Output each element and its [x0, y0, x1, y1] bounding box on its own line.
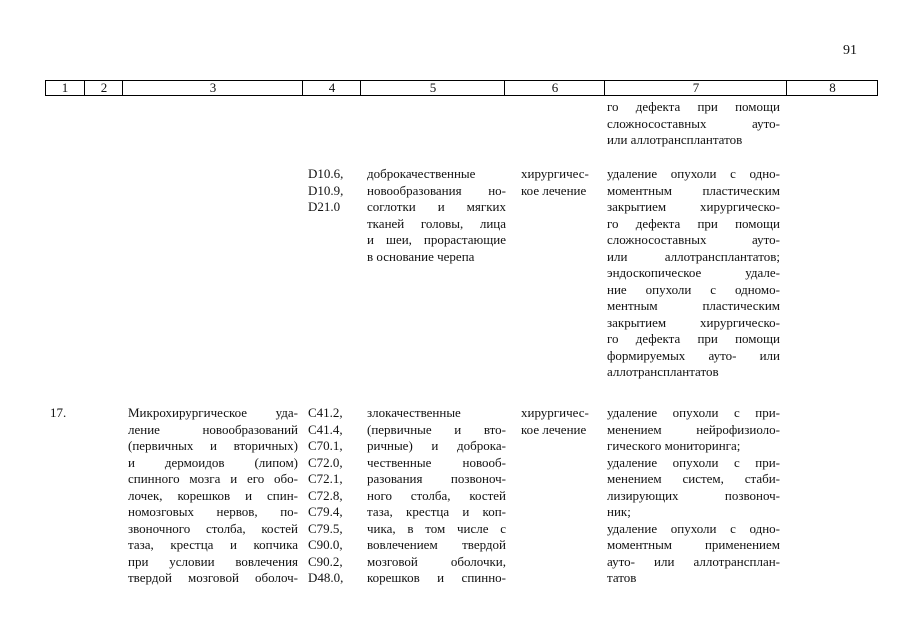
header-col-5: 5 [360, 81, 505, 95]
row-a-patient-model: доброкачественные новообразования но- соглотки и мягких тканей головы, лица и шеи, прорастающие в основание черепа [367, 166, 506, 264]
row-17-number: 17. [50, 405, 67, 420]
header-col-6: 6 [504, 81, 605, 95]
row-17-treatment-method: удаление опухоли с при- менением нейрофизиоло- гического мониторинга; удаление опухоли с при- менением систем, стаби- лизирующих позвоноч- ник; удаление опухоли с одно- моментным применением ауто- или аллотрансплан- татов [607, 405, 780, 585]
row-17-patient-model: злокачественные (первичные и вто- ричные) и доброка- чественные новооб- разования позвоноч- ного столба, костей таза, крестца и коп- чика, в том числе с вовлечением твердой мозговой оболочки, корешков и спинно- [367, 405, 506, 585]
page-number: 91 [843, 43, 857, 58]
row-17-care-type: Микрохирургическое уда- ление новообразований (первичных и вторичных) и дермоидов (липом) спинного мозга и его обо- лочек, корешков и спин- номозговых нервов, по- звоночного столба, костей таза, крестца и копчика при условии вовлечения твердой мозговой оболоч- [128, 405, 298, 585]
header-col-1: 1 [61, 80, 69, 95]
header-col-8: 8 [786, 81, 878, 95]
row-a-treatment-type: хирургичес- кое лечение [521, 166, 589, 198]
header-col-7: 7 [604, 81, 787, 95]
table-header-row [45, 80, 878, 96]
row-a-icd-codes: D10.6, D10.9, D21.0 [308, 166, 344, 214]
header-col-3: 3 [122, 81, 303, 95]
row-17-treatment-type: хирургичес- кое лечение [521, 405, 589, 437]
header-col-4: 4 [302, 81, 361, 95]
header-col-2: 2 [84, 81, 123, 95]
continuation-treatment-method: го дефекта при помощи сложносоставных ауто- или аллотрансплантатов [607, 99, 780, 147]
row-17-icd-codes: C41.2, C41.4, C70.1, C72.0, C72.1, C72.8, C79.4, C79.5, C90.0, C90.2, D48.0, [308, 405, 344, 585]
row-a-treatment-method: удаление опухоли с одно- моментным пластическим закрытием хирургическо- го дефекта при помощи сложносоставных ауто- или аллотрансплантатов; эндоскопическое удале- ние опухоли с одномо- ментным пластическим закрытием хирургическо- го дефекта при помощи формируемых ауто- или аллотрансплантатов [607, 166, 780, 379]
